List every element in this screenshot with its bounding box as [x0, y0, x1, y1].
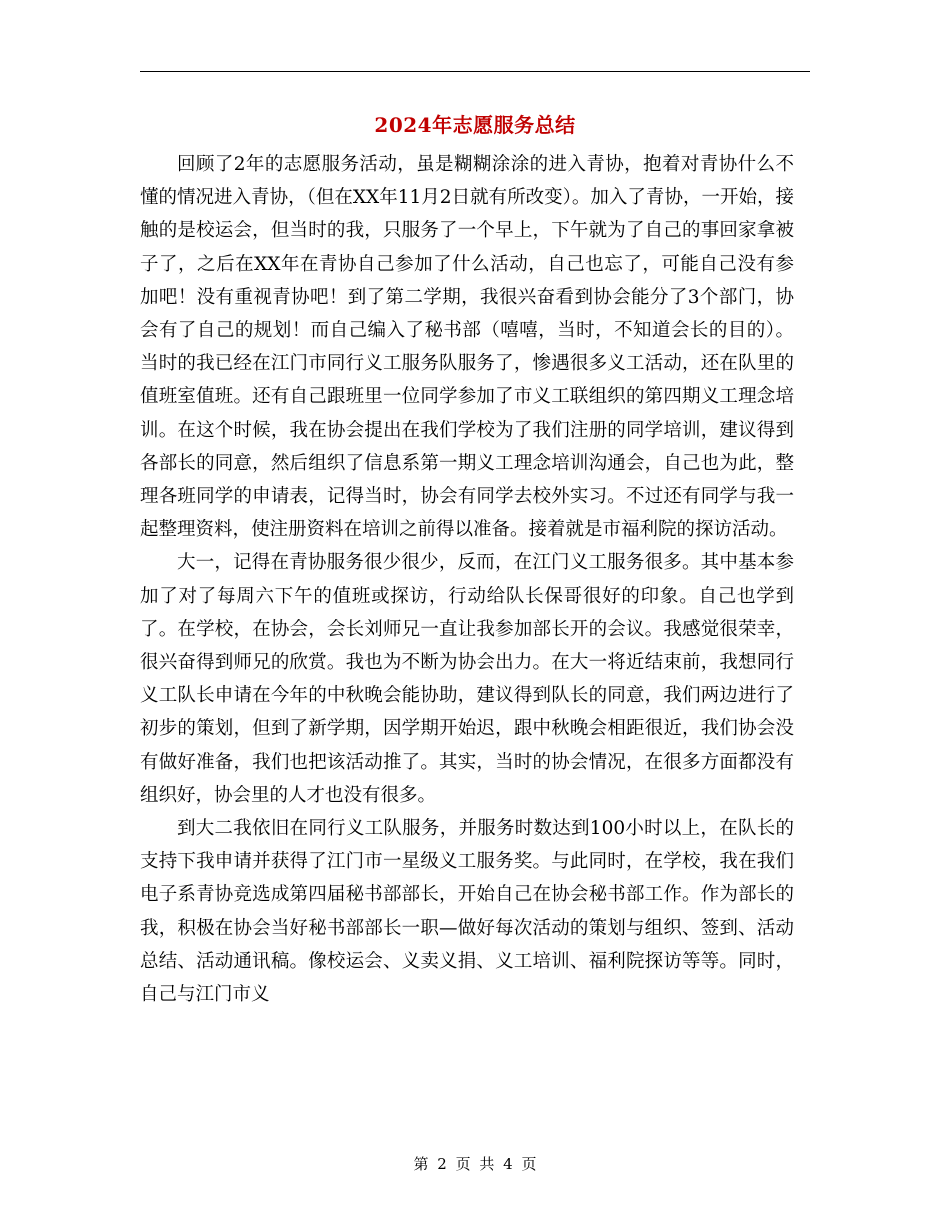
- paragraph-3: 到大二我依旧在同行义工队服务，并服务时数达到100小时以上，在队长的支持下我申请并获得了江门市一星级义工服务奖。与此同时，在学校，我在我们电子系青协竞选成第四届秘书部部长，开始自己在协会秘书部工作。作为部长的我，积极在协会当好秘书部部长一职—做好每次活动的策划与组织、签到、活动总结、活动通讯稿。像校运会、义卖义捐、义工培训、福利院探访等等。同时，自己与江门市义: [140, 818, 794, 1006]
- paragraph-1: 回顾了2年的志愿服务活动，虽是糊糊涂涂的进入青协，抱着对青协什么不懂的情况进入青协，（但在XX年11月2日就有所改变）。加入了青协，一开始，接触的是校运会，但当时的我，只服务了一个早上，下午就为了自己的事回家拿被子了，之后在XX年在青协自己参加了什么活动，自己也忘了，可能自己没有参加吧！没有重视青协吧！到了第二学期，我很兴奋看到协会能分了3个部门，协会有了自己的规划！而自己编入了秘书部（嘻嘻，当时，不知道会长的目的）。当时的我已经在江门市同行义工服务队服务了，惨遇很多义工活动，还在队里的值班室值班。还有自己跟班里一位同学参加了市义工联组织的第四期义工理念培训。在这个时候，我在协会提出在我们学校为了我们注册的同学培训，建议得到各部长的同意，然后组织了信息系第一期义工理念培训沟通会，自己也为此，整理各班同学的申请表，记得当时，协会有同学去校外实习。不过还有同学与我一起整理资料，使注册资料在培训之前得以准备。接着就是市福利院的探访活动。: [140, 154, 794, 541]
- document-title: 2024年志愿服务总结: [374, 113, 576, 137]
- page-number-footer: 第 2 页 共 4 页: [413, 1155, 537, 1173]
- document-body: [140, 148, 794, 1011]
- paragraph-2: 大一，记得在青协服务很少很少，反而，在江门义工服务很多。其中基本参加了对了每周六下午的值班或探访，行动给队长保哥很好的印象。自己也学到了。在学校，在协会，会长刘师兄一直让我参加部长开的会议。我感觉很荣幸，很兴奋得到师兄的欣赏。我也为不断为协会出力。在大一将近结束前，我想同行义工队长申请在今年的中秋晚会能协助，建议得到队长的同意，我们两边进行了初步的策划，但到了新学期，因学期开始迟，跟中秋晚会相距很近，我们协会没有做好准备，我们也把该活动推了。其实，当时的协会情况，在很多方面都没有组织好，协会里的人才也没有很多。: [140, 552, 794, 806]
- header-rule: [140, 71, 810, 72]
